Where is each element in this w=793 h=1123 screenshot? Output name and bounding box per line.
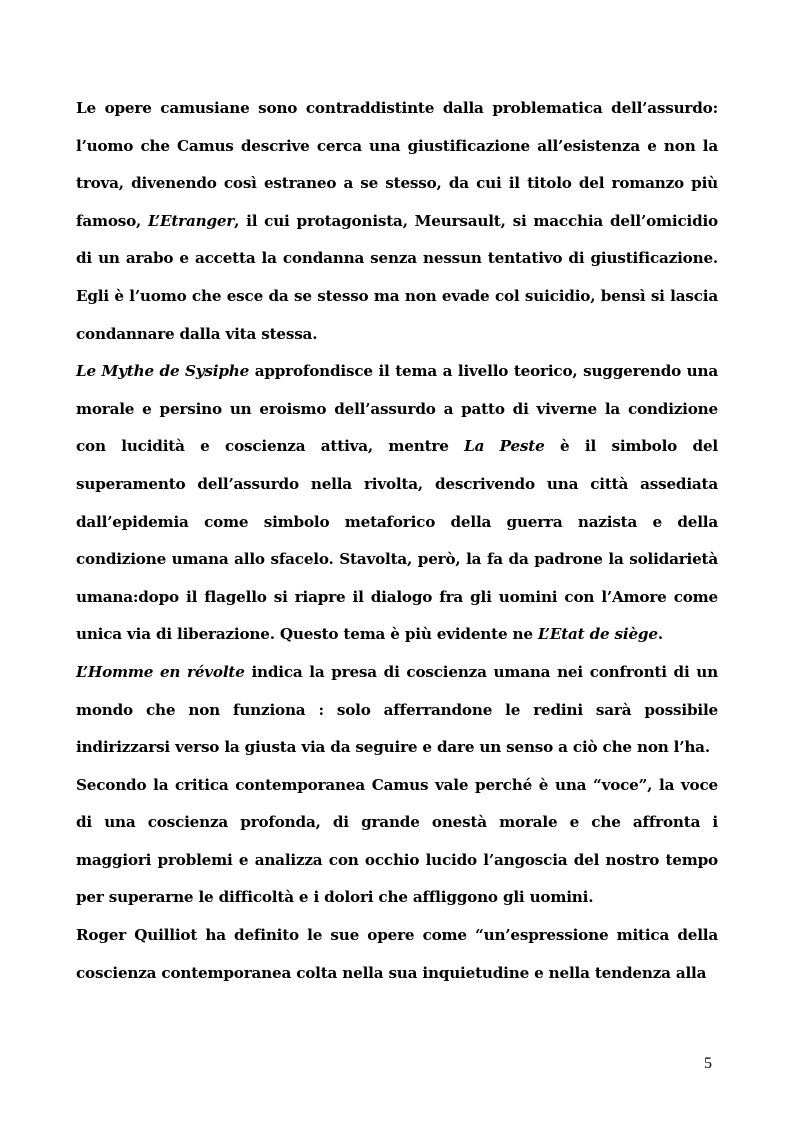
italic-title: Le Mythe de Sysiphe	[76, 362, 250, 381]
text-run: approfondisce il tema a livello teorico, suggerendo una morale e persino un eroismo dell’assurdo a patto di viverne la condizione con lucidità e coscienza attiva, mentre	[76, 362, 718, 456]
text-run: , il cui protagonista, Meursault, si macchia dell’omicidio di un arabo e accetta la condanna senza nessun tentativo di giustificazione. Egli è l’uomo che esce da se stesso ma non evade col suicidio, bensì si lascia condannare dalla vita stessa.	[76, 211, 718, 343]
text-run: Secondo la critica contemporanea Camus vale perché è una “voce”, la voce di una coscienza profonda, di grande onestà morale e che affronta i maggiori problemi e analizza con occhio lucido l’angoscia del nostro tempo per superarne le difficoltà e i dolori che affliggono gli uomini.	[76, 775, 718, 907]
text-run: Roger Quilliot ha definito le sue opere come “un’espressione mitica della coscienza contemporanea colta nella sua inquietudine e nella tendenza alla	[76, 926, 718, 982]
paragraph	[76, 90, 718, 353]
page-number: 5	[704, 1055, 712, 1072]
text-run: Le opere camusiane sono contraddistinte dalla problematica dell’assurdo: l’uomo che Camus descrive cerca una giustificazione all’esistenza e non la trova, divenendo così estraneo a se stesso, da cui il titolo del romanzo più famoso,	[76, 99, 718, 230]
italic-title: L’Etranger	[148, 211, 235, 230]
body-text	[76, 90, 718, 992]
paragraph	[76, 767, 718, 917]
text-run: indica la presa di coscienza umana nei confronti di un mondo che non funziona : solo afferrandone le redini sarà possibile indirizzarsi verso la giusta via da seguire e dare un senso a ciò che non l’ha.	[76, 662, 718, 757]
paragraph	[76, 917, 718, 992]
italic-title: L’Etat de siège	[537, 625, 658, 644]
italic-title: L’Homme en révolte	[76, 662, 245, 681]
italic-title: La Peste	[464, 437, 545, 456]
text-run: è il simbolo del superamento dell’assurdo nella rivolta, descrivendo una città assediata dall’epidemia come simbolo metaforico della guerra nazista e della condizione umana allo sfacelo. Stavolta, però, la fa da padrone la solidarietà umana:dopo il flagello si riapre il dialogo fra gli uomini con l’Amore come unica via di liberazione. Questo tema è più evidente ne	[76, 437, 718, 644]
paragraph	[76, 654, 718, 767]
text-run: .	[657, 625, 663, 644]
paragraph	[76, 353, 718, 654]
